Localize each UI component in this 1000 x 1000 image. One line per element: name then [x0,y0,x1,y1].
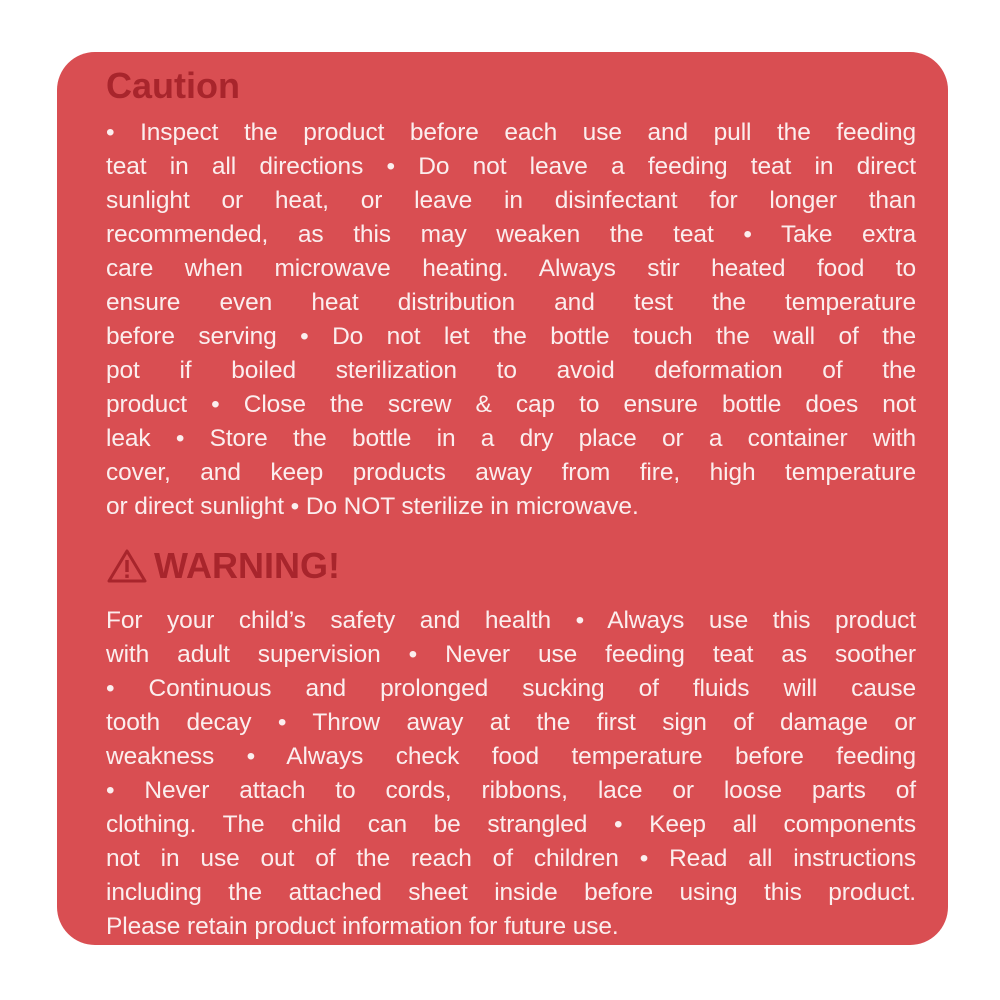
caution-line: product • Close the screw & cap to ensure bottle does not [106,391,916,418]
caution-line: ensure even heat distribution and test the temperature [106,289,916,316]
caution-line: recommended, as this may weaken the teat • Take extra [106,221,916,248]
warning-line: • Never attach to cords, ribbons, lace or loose parts of [106,777,916,804]
caution-heading: Caution [106,65,240,106]
warning-heading: WARNING! [154,545,340,586]
caution-line: before serving • Do not let the bottle touch the wall of the [106,323,916,350]
warning-heading-row [106,544,916,588]
caution-label-card [57,52,948,945]
warning-line: not in use out of the reach of children • Read all instructions [106,845,916,872]
warning-line: For your child’s safety and health • Always use this product [106,607,916,634]
warning-triangle-icon [106,548,148,584]
warning-line: • Continuous and prolonged sucking of fluids will cause [106,675,916,702]
caution-line: care when microwave heating. Always stir heated food to [106,255,916,282]
caution-line: or direct sunlight • Do NOT sterilize in microwave. [106,493,639,520]
caution-line: cover, and keep products away from fire, high temperature [106,459,916,486]
caution-line: sunlight or heat, or leave in disinfectant for longer than [106,187,916,214]
warning-line: including the attached sheet inside before using this product. [106,879,916,906]
caution-text [106,116,916,524]
warning-line: with adult supervision • Never use feeding teat as soother [106,641,916,668]
caution-line: • Inspect the product before each use and pull the feeding [106,119,916,146]
caution-line: leak • Store the bottle in a dry place or a container with [106,425,916,452]
warning-text [106,604,916,944]
warning-line: weakness • Always check food temperature before feeding [106,743,916,770]
caution-line: pot if boiled sterilization to avoid deformation of the [106,357,916,384]
warning-line: tooth decay • Throw away at the first sign of damage or [106,709,916,736]
warning-line: Please retain product information for future use. [106,913,619,940]
caution-line: teat in all directions • Do not leave a feeding teat in direct [106,153,916,180]
warning-line: clothing. The child can be strangled • Keep all components [106,811,916,838]
